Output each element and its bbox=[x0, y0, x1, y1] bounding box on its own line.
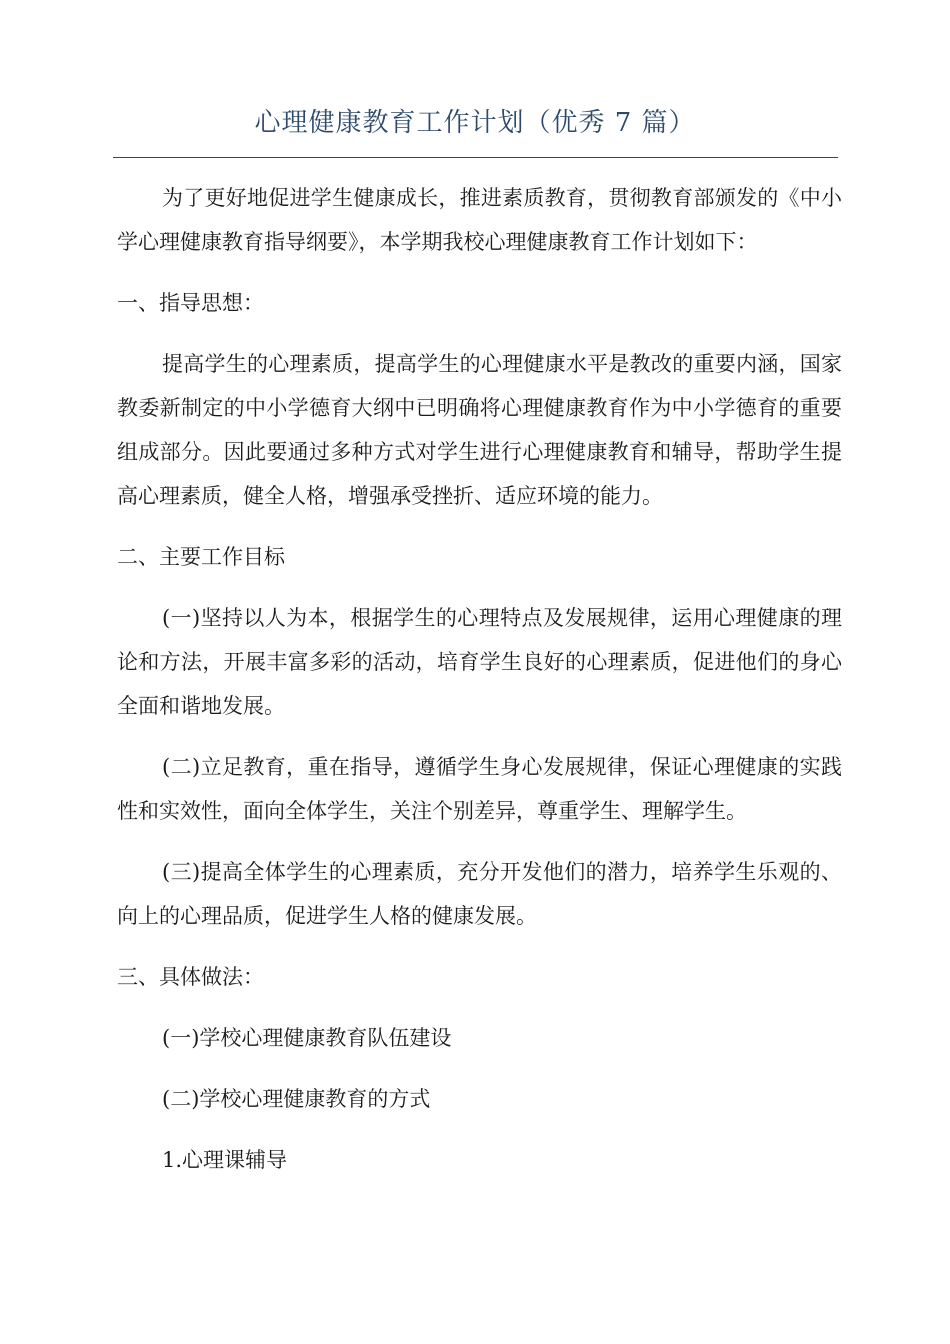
method-subitem-1: 1.心理课辅导 bbox=[162, 1148, 288, 1172]
document-body bbox=[117, 176, 842, 1182]
title-underline bbox=[113, 157, 838, 158]
section-heading-main-goals: 二、主要工作目标 bbox=[117, 545, 285, 569]
method-item-1: (一)学校心理健康教育队伍建设 bbox=[162, 1026, 452, 1050]
goal-paragraph-3: (三)提高全体学生的心理素质，充分开发他们的潜力，培养学生乐观的、向上的心理品质，促进学生人格的健康发展。 bbox=[117, 860, 842, 928]
goal-paragraph-1: (一)坚持以人为本，根据学生的心理特点及发展规律，运用心理健康的理论和方法，开展丰富多彩的活动，培育学生良好的心理素质，促进他们的身心全面和谐地发展。 bbox=[117, 606, 842, 718]
intro-paragraph: 为了更好地促进学生健康成长，推进素质教育，贯彻教育部颁发的《中小学心理健康教育指导纲要》，本学期我校心理健康教育工作计划如下： bbox=[117, 186, 842, 254]
section-heading-guiding-ideology: 一、指导思想： bbox=[117, 291, 264, 315]
guiding-ideology-paragraph: 提高学生的心理素质，提高学生的心理健康水平是教改的重要内涵，国家教委新制定的中小学德育大纲中已明确将心理健康教育作为中小学德育的重要组成部分。因此要通过多种方式对学生进行心理健康教育和辅导，帮助学生提高心理素质，健全人格，增强承受挫折、适应环境的能力。 bbox=[117, 352, 842, 508]
section-heading-methods: 三、具体做法： bbox=[117, 965, 264, 989]
goal-paragraph-2: (二)立足教育，重在指导，遵循学生身心发展规律，保证心理健康的实践性和实效性，面向全体学生，关注个别差异，尊重学生、理解学生。 bbox=[117, 755, 842, 823]
method-item-2: (二)学校心理健康教育的方式 bbox=[162, 1087, 431, 1111]
document-title: 心理健康教育工作计划（优秀 7 篇） bbox=[254, 108, 696, 138]
